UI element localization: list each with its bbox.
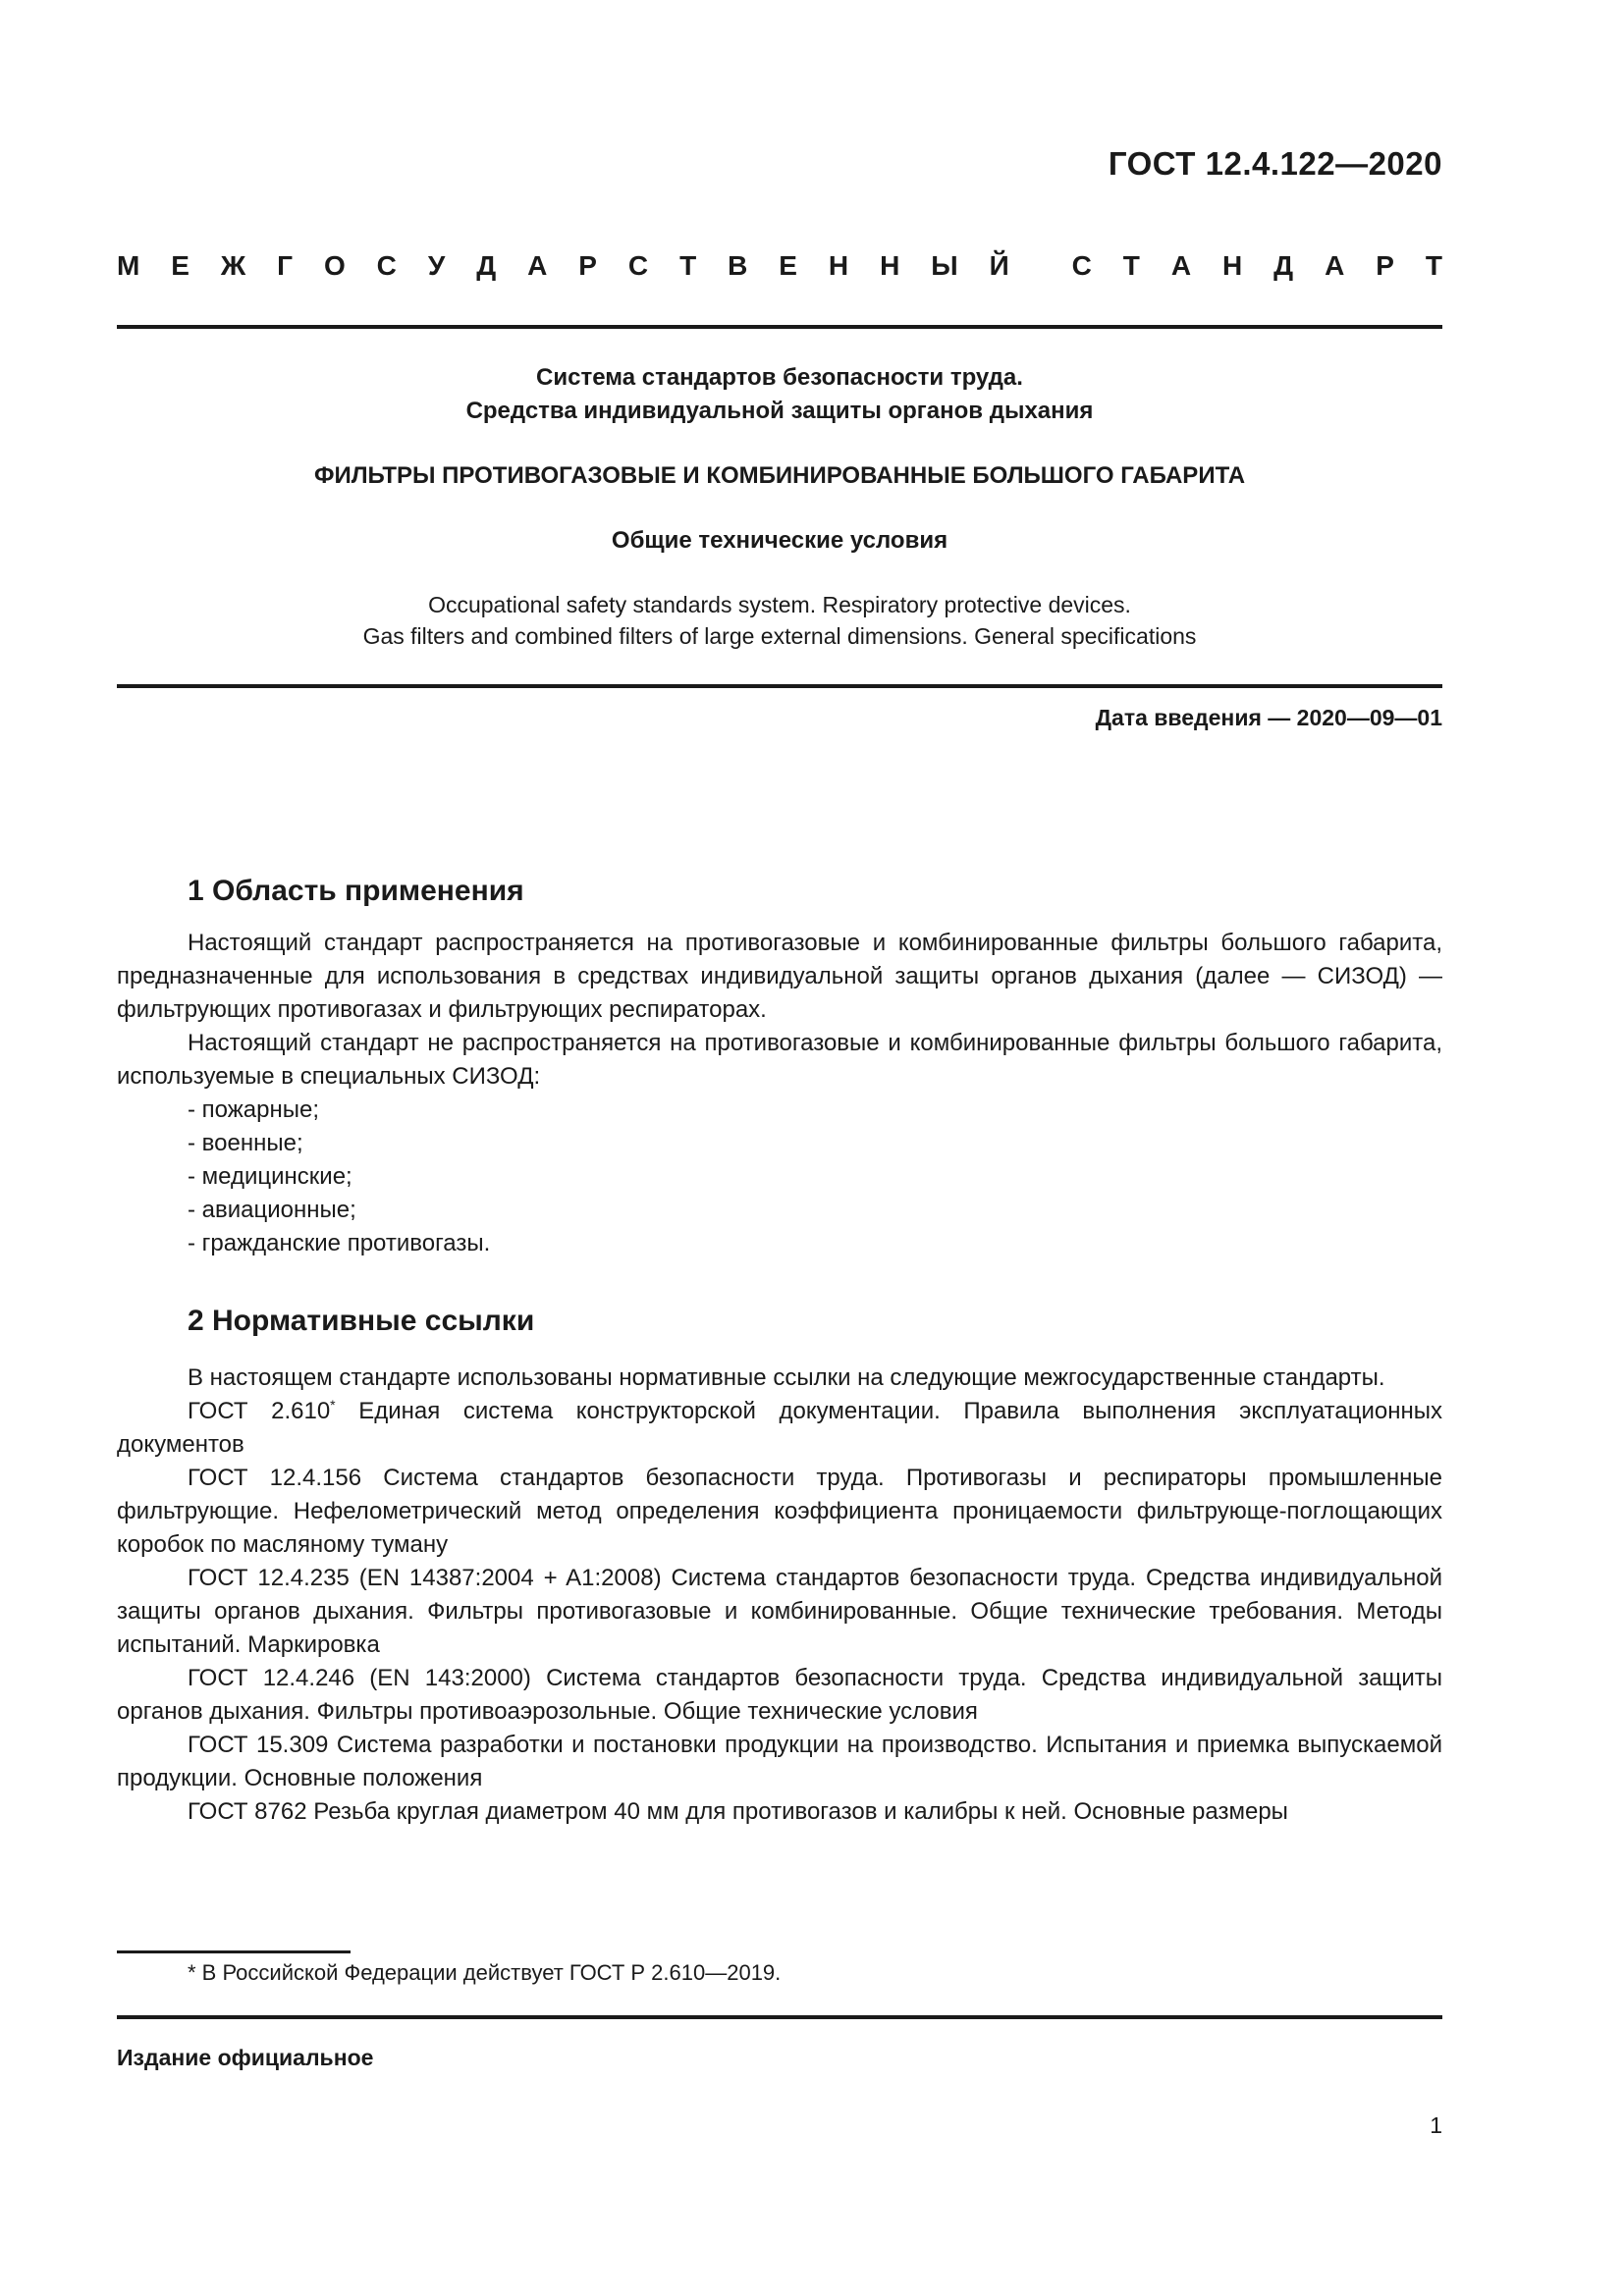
section-heading-references: 2 Нормативные ссылки xyxy=(188,1305,535,1337)
paragraph: Настоящий стандарт не распространяется на противогазовые и комбинированные фильтры большого габарита, используемые в специальных СИЗОД: xyxy=(117,1030,1442,1090)
english-title-line: Occupational safety standards system. Respiratory protective devices. xyxy=(428,592,1131,617)
reference-entry: ГОСТ 15.309 Система разработки и постановки продукции на производство. Испытания и приемка выпускаемой продукции. Основные положения xyxy=(117,1732,1442,1791)
banner-letter: Е xyxy=(171,250,189,281)
reference-text: Единая система конструкторской документации. Правила выполнения эксплуатационных документов xyxy=(117,1398,1442,1458)
english-title-line: Gas filters and combined filters of large external dimensions. General specifications xyxy=(362,623,1197,649)
banner-letter: В xyxy=(728,250,748,281)
header-divider xyxy=(117,325,1442,329)
footer-divider xyxy=(117,2015,1442,2019)
document-number: ГОСТ 12.4.122—2020 xyxy=(1108,145,1442,182)
banner-letter: Р xyxy=(1376,250,1394,281)
list-item: - медицинские; xyxy=(188,1163,352,1190)
banner-letter: С xyxy=(627,250,649,281)
footnote: * В Российской Федерации действует ГОСТ Р 2.610—2019. xyxy=(188,1960,782,1985)
banner-letter: Д xyxy=(476,250,497,281)
standard-type-banner xyxy=(117,250,1442,282)
banner-letter: Р xyxy=(578,250,597,281)
reference-entry: ГОСТ 12.4.246 (EN 143:2000) Система стандартов безопасности труда. Средства индивидуальной защиты органов дыхания. Фильтры противоаэрозольные. Общие технические условия xyxy=(117,1665,1442,1725)
introduction-date: Дата введения — 2020—09—01 xyxy=(1095,705,1442,730)
banner-letter: Г xyxy=(277,250,294,281)
banner-letter: Е xyxy=(779,250,797,281)
section-heading-scope: 1 Область применения xyxy=(188,875,524,907)
section-references-body xyxy=(117,1362,1442,1829)
banner-letter: У xyxy=(427,250,446,281)
subtitle-line: Средства индивидуальной защиты органов дыхания xyxy=(465,398,1094,424)
banner-letter: А xyxy=(527,250,548,281)
banner-letter: С xyxy=(376,250,397,281)
banner-letter: Н xyxy=(1222,250,1243,281)
reference-entry: ГОСТ 8762 Резьба круглая диаметром 40 мм для противогазов и калибры к ней. Основные размеры xyxy=(188,1798,1288,1825)
banner-letter: А xyxy=(1325,250,1345,281)
list-item: - пожарные; xyxy=(188,1096,320,1123)
document-title: ФИЛЬТРЫ ПРОТИВОГАЗОВЫЕ И КОМБИНИРОВАННЫЕ БОЛЬШОГО ГАБАРИТА xyxy=(313,462,1246,489)
list-item: - гражданские противогазы. xyxy=(188,1230,491,1256)
reference-entry xyxy=(117,1395,1442,1462)
banner-letter: Т xyxy=(1425,250,1442,281)
banner-letter: Ж xyxy=(220,250,246,281)
subtitle-line: Система стандартов безопасности труда. xyxy=(536,364,1023,391)
banner-letter: С xyxy=(1071,250,1092,281)
banner-letter: О xyxy=(323,250,346,281)
page-number: 1 xyxy=(1430,2112,1442,2138)
banner-letter: Н xyxy=(828,250,849,281)
standard-system-subtitle xyxy=(117,361,1442,428)
list-item: - авиационные; xyxy=(188,1197,356,1223)
banner-letter: Т xyxy=(679,250,697,281)
list-item: - военные; xyxy=(188,1130,303,1156)
reference-entry: ГОСТ 12.4.235 (EN 14387:2004 + A1:2008) Система стандартов безопасности труда. Средства индивидуальной защиты органов дыхания. Фильтры противогазовые и комбинированные. Общие технические требования. Методы испытаний. Маркировка xyxy=(117,1565,1442,1658)
section-scope-body xyxy=(117,927,1442,1260)
english-title xyxy=(117,589,1442,652)
reference-code: ГОСТ 2.610 xyxy=(188,1398,331,1424)
exclusion-list xyxy=(117,1094,1442,1260)
reference-entry: ГОСТ 12.4.156 Система стандартов безопасности труда. Противогазы и респираторы промышленные фильтрующие. Нефелометрический метод определения коэффициента проницаемости фильтрующе-поглощающих коробок по масляному туману xyxy=(117,1465,1442,1558)
banner-letter: Д xyxy=(1273,250,1294,281)
banner-letter: М xyxy=(117,250,140,281)
banner-letter: Й xyxy=(989,250,1009,281)
banner-letter: Т xyxy=(1122,250,1140,281)
official-edition-label: Издание официальное xyxy=(117,2045,374,2070)
paragraph: Настоящий стандарт распространяется на противогазовые и комбинированные фильтры большого габарита, предназначенные для использования в средствах индивидуальной защиты органов дыхания (далее — СИЗОД) — фильтрующих противогазах и фильтрующих респираторах. xyxy=(117,930,1442,1023)
banner-letter: Н xyxy=(880,250,900,281)
footnote-marker[interactable]: * xyxy=(330,1397,336,1413)
banner-letter: А xyxy=(1170,250,1192,281)
banner-letter: Ы xyxy=(931,250,958,281)
specification-title: Общие технические условия xyxy=(611,527,948,554)
footnote-divider xyxy=(117,1950,351,1953)
paragraph: В настоящем стандарте использованы нормативные ссылки на следующие межгосударственные стандарты. xyxy=(188,1364,1385,1391)
title-divider xyxy=(117,684,1442,688)
